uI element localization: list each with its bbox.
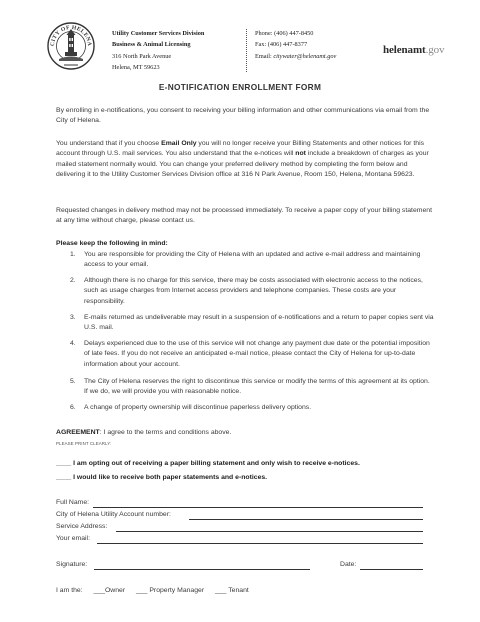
account-number-field[interactable]: [189, 519, 423, 520]
phone-number: (406) 447-8450: [274, 30, 314, 37]
email-line: [255, 51, 336, 62]
phone-line: [255, 28, 336, 39]
list-item: [70, 250, 434, 271]
list-item-number: 2.: [70, 277, 76, 284]
street-address: 316 North Park Avenue: [112, 52, 172, 60]
fax-line: [255, 39, 336, 50]
option-paper-and-email[interactable]: ____ I would like to receive both paper statements and e-notices.: [56, 474, 268, 481]
email-field[interactable]: [97, 543, 423, 544]
city-seal-logo: [46, 21, 96, 73]
list-item-text: E-mails returned as undeliverable may result in a suspension of e-notifications and a return to paper copies sent via U.S. mail.: [84, 314, 434, 332]
helenamt-logo[interactable]: [383, 44, 444, 56]
list-item-text: The City of Helena reserves the right to discontinue this service or modify the terms of this agreement at its option. If we do, we will provide you with reasonable notice.: [84, 378, 430, 396]
intro-paragraph-2: [56, 139, 436, 181]
list-item: [70, 377, 434, 398]
list-item-text: Delays experienced due to the use of this service will not change any payment due date or the potential imposition of late fees. If you do not receive an anticipated e-mail notice, please contact the City of Helena for up-to-date information about your account.: [84, 340, 430, 368]
fax-number: (406) 447-8377: [267, 41, 308, 49]
list-item-text: Although there is no charge for this service, there may be costs associated with electronic access to the notices, such as usage charges from Internet access providers and telephone companies. These costs are your responsibility.: [84, 277, 423, 305]
option-email-only[interactable]: ____ I am opting out of receiving a paper billing statement and only wish to receive e-notices.: [56, 460, 360, 467]
keep-in-mind-text: Please keep the following in mind:: [56, 240, 168, 247]
p2-text-c: you will no longer receive your Billing Statements and other notices for this account through U.S. mail services. You also understand that the e-notices will: [56, 140, 425, 158]
print-clearly-note: PLEASE PRINT CLEARLY:: [56, 441, 112, 446]
header-divider: [246, 29, 247, 72]
account-number-label: City of Helena Utility Account number:: [56, 511, 171, 518]
full-name-label: Full Name:: [56, 499, 90, 506]
list-item: [70, 403, 434, 413]
division-name: Utility Customer Services Division: [112, 30, 205, 37]
service-address-label: Service Address:: [56, 523, 108, 530]
email-field-label: Your email:: [56, 535, 90, 542]
logo-name: helenamt: [383, 44, 426, 56]
full-name-field[interactable]: [93, 507, 423, 508]
list-item-number: 3.: [70, 314, 76, 321]
signature-label: Signature:: [56, 561, 88, 568]
intro-paragraph-1: By enrolling in e-notifications, you consent to receiving your billing information and other communications via email from the City of Helena.: [56, 107, 430, 125]
svg-text:CITY OF HELENA: CITY OF HELENA: [49, 24, 93, 47]
sub-division-name: Business & Animal Licensing: [112, 41, 191, 49]
service-address-field[interactable]: [116, 531, 423, 532]
role-tenant-option[interactable]: ___ Tenant: [215, 587, 249, 594]
list-item: [70, 276, 434, 307]
list-item-number: 5.: [70, 378, 76, 385]
header-address: [112, 28, 204, 74]
email-address-link[interactable]: citywater@helenamt.gov: [273, 52, 337, 60]
list-item: [70, 313, 434, 334]
role-owner-option[interactable]: ___Owner: [93, 587, 126, 594]
phone-label: Phone:: [255, 30, 273, 37]
not-emphasis: not: [295, 150, 306, 158]
page-title: E-NOTIFICATION ENROLLMENT FORM: [158, 82, 322, 92]
intro-paragraph-3: Requested changes in delivery method may not be processed immediately. To receive a paper copy of your billing statement at any time without charge, please contact us.: [56, 207, 432, 225]
list-item-number: 4.: [70, 340, 76, 347]
list-item-number: 6.: [70, 404, 76, 411]
role-property-manager-option[interactable]: ___ Property Manager: [136, 587, 205, 594]
list-item-text: A change of property ownership will discontinue paperless delivery options.: [84, 404, 312, 411]
agreement-statement: [56, 428, 436, 438]
role-selection: [56, 586, 258, 596]
agreement-text: : I agree to the terms and conditions above.: [99, 429, 232, 436]
agreement-label: AGREEMENT: [56, 429, 100, 436]
role-label: I am the:: [56, 587, 83, 594]
email-label: Email:: [255, 52, 272, 60]
list-item-text: You are responsible for providing the City of Helena with an updated and active e-mail address and maintaining access to your email.: [84, 251, 421, 269]
logo-tld: .gov: [425, 44, 445, 56]
city-state-zip: Helena, MT 59623: [112, 64, 160, 72]
p2-text-e: include a breakdown of charges as your mailed statement normally would. You can change your preferred delivery method by completing the form below and delivering it to the Utility Customer Services Division office at 316 N Park Avenue, Room 150, Helena, Montana 59623.: [56, 150, 429, 179]
header-contact: [255, 28, 336, 62]
email-only-emphasis: Email Only: [161, 140, 197, 147]
date-label: Date:: [340, 561, 357, 568]
date-field[interactable]: [360, 569, 423, 570]
keep-in-mind-heading: [56, 239, 436, 249]
p2-text-a: You understand that if you choose: [56, 140, 162, 147]
signature-field[interactable]: [94, 569, 310, 570]
list-item: [70, 339, 434, 370]
list-item-number: 1.: [70, 251, 76, 258]
fax-label: Fax:: [255, 41, 267, 49]
